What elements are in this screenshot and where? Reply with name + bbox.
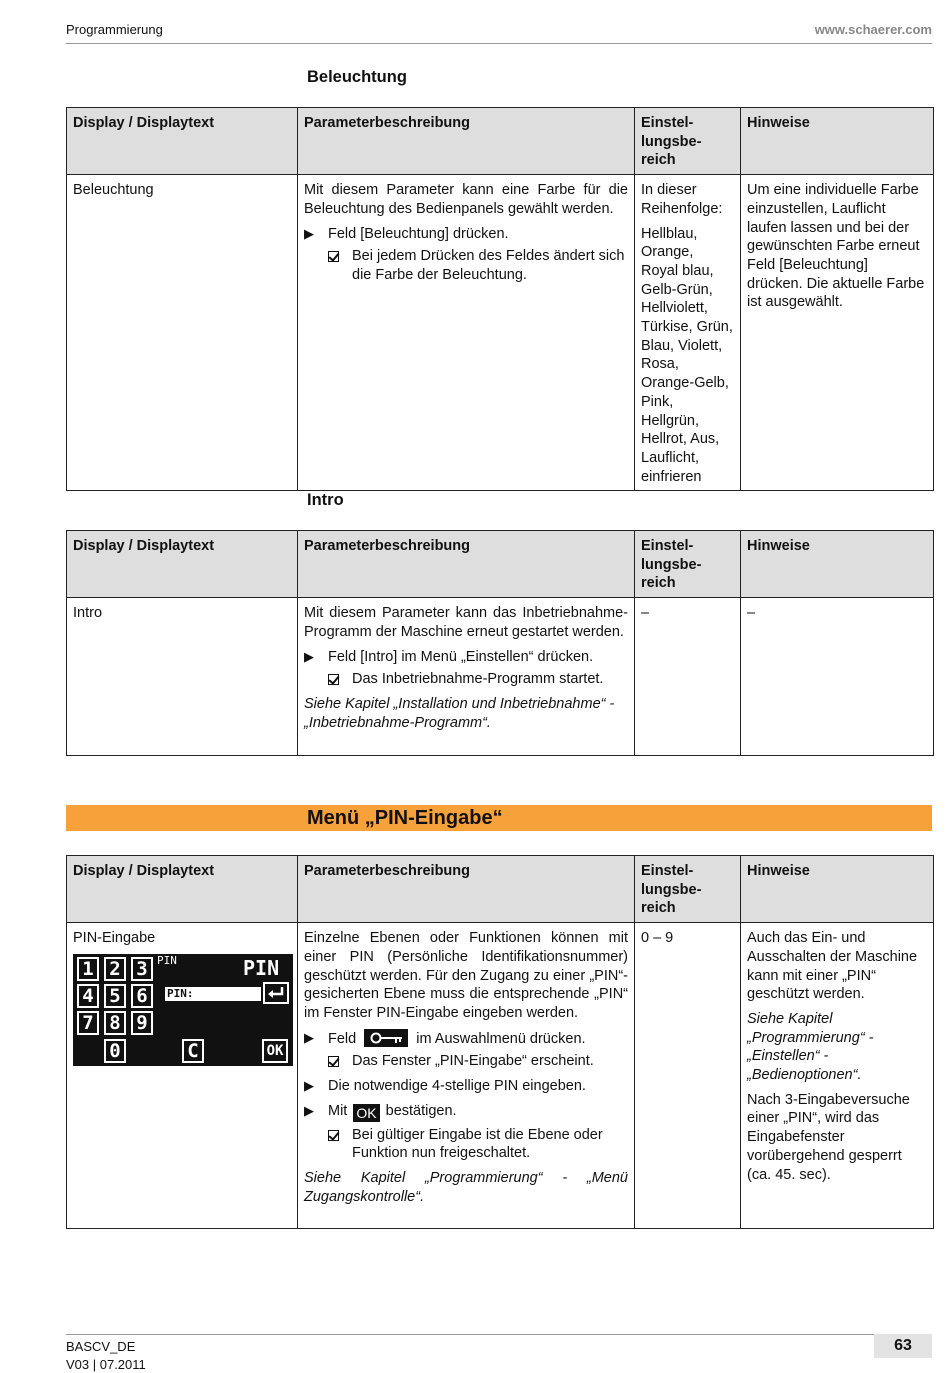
pin-keypad-screenshot xyxy=(73,954,293,1066)
keypad-title: PIN xyxy=(243,955,280,980)
arrow-right-icon: ▶ xyxy=(304,1102,314,1118)
keypad-key-8: 8 xyxy=(104,1011,126,1035)
running-header-section: Programmierung xyxy=(66,22,163,37)
arrow-right-icon: ▶ xyxy=(304,1029,314,1045)
col-header-display: Display / Displaytext xyxy=(67,856,298,923)
chapter-reference: Siehe Kapitel „Installation und Inbetriebnahme“ - „Inbetriebnahme-Programm“. xyxy=(304,695,615,731)
col-header-description: Parameterbeschreibung xyxy=(298,856,635,923)
checked-box-icon xyxy=(328,1056,339,1067)
footer-divider xyxy=(66,1334,932,1335)
description-text: Einzelne Ebenen oder Funktionen können mit einer PIN (Persönliche Identifikationsnummer) geschützt werden. Für den Zugang zu einer „PIN“-gesicherten Ebene muss die entsprechende „PIN“ im Fenster PIN-Eingabe eingeben werden. xyxy=(304,930,628,1021)
keypad-pin-field: PIN: xyxy=(165,987,261,1001)
range-intro: In dieser Reihenfolge: xyxy=(641,182,723,217)
col-header-hints: Hinweise xyxy=(741,856,934,923)
table-row xyxy=(67,598,934,756)
display-cell: Beleuchtung xyxy=(67,175,298,491)
keypad-key-clear: C xyxy=(182,1039,204,1063)
table-header-row xyxy=(67,856,934,923)
keypad-key-4: 4 xyxy=(77,984,99,1008)
result-step xyxy=(304,247,628,284)
menu-heading-title: Menü „PIN-Eingabe“ xyxy=(307,807,503,829)
keypad-key-ok: OK xyxy=(262,1039,288,1063)
step-text: Die notwendige 4-stellige PIN eingeben. xyxy=(328,1078,586,1095)
action-step: ▶ Mit OK bestätigen. xyxy=(304,1102,457,1121)
result-text: Bei jedem Drücken des Feldes ändert sich die Farbe der Beleuchtung. xyxy=(352,248,625,283)
footer-document-id: BASCV_DE xyxy=(66,1339,136,1354)
hint-reference: Siehe Kapitel „Programmierung“ - „Einstellen“ - „Bedienoptionen“. xyxy=(747,1010,874,1084)
col-header-description: Parameterbeschreibung xyxy=(298,531,635,598)
description-cell xyxy=(298,923,635,1229)
result-text: Das Fenster „PIN-Eingabe“ erscheint. xyxy=(352,1053,594,1070)
chapter-reference: Siehe Kapitel „Programmierung“ - „Menü Zugangskontrolle“. xyxy=(304,1170,628,1205)
range-cell xyxy=(635,175,741,491)
description-text: Mit diesem Parameter kann eine Farbe für die Beleuchtung des Bedienpanels gewählt werden. xyxy=(304,182,628,217)
col-header-range: Einstel- lungsbe- reich xyxy=(635,108,741,175)
keypad-key-5: 5 xyxy=(104,984,126,1008)
result-text: Das Inbetriebnahme-Programm startet. xyxy=(352,671,604,688)
description-cell xyxy=(298,598,635,756)
table-beleuchtung xyxy=(66,107,934,491)
description-text: Mit diesem Parameter kann das Inbetriebnahme-Programm der Maschine erneut gestartet werden. xyxy=(304,605,628,640)
hints-cell: Um eine individuelle Farbe einzustellen, Lauflicht laufen lassen und bei der gewünschten Farbe erneut Feld [Beleuchtung] drücken. Die aktuelle Farbe ist ausgewählt. xyxy=(741,175,934,491)
display-label: PIN-Eingabe xyxy=(73,930,156,947)
table-pin-eingabe xyxy=(66,855,934,1229)
hint-text: Nach 3-Eingabeversuche einer „PIN“, wird das Eingabefenster vorübergehend gesperrt (ca. 45. sec). xyxy=(747,1091,910,1183)
table-header-row xyxy=(67,531,934,598)
col-header-display: Display / Displaytext xyxy=(67,108,298,175)
col-header-range: Einstel- lungsbe- reich xyxy=(635,531,741,598)
result-step xyxy=(304,1126,628,1163)
display-cell: Intro xyxy=(67,598,298,756)
keypad-key-2: 2 xyxy=(104,957,126,981)
result-step xyxy=(304,1052,628,1071)
step-text: Feld [Intro] im Menü „Einstellen“ drücken. xyxy=(328,648,594,665)
arrow-right-icon: ▶ xyxy=(304,648,314,664)
page-number: 63 xyxy=(874,1334,932,1358)
checked-box-icon xyxy=(328,674,339,685)
description-cell xyxy=(298,175,635,491)
keypad-key-0: 0 xyxy=(104,1039,126,1063)
keypad-key-9: 9 xyxy=(131,1011,153,1035)
arrow-right-icon: ▶ xyxy=(304,225,314,241)
menu-heading-bar xyxy=(66,805,932,831)
col-header-range: Einstel- lungsbe- reich xyxy=(635,856,741,923)
keypad-small-label: PIN xyxy=(157,953,177,967)
header-divider xyxy=(66,43,932,44)
action-step xyxy=(304,225,628,244)
hint-text: Auch das Ein- und Ausschalten der Maschine kann mit einer „PIN“ geschützt werden. xyxy=(747,930,918,1003)
step-text: Feld [Beleuchtung] drücken. xyxy=(328,225,509,242)
result-step xyxy=(304,670,628,689)
action-step xyxy=(304,1077,628,1096)
range-cell: 0 – 9 xyxy=(635,923,741,1229)
key-icon xyxy=(364,1029,408,1047)
table-row xyxy=(67,923,934,1229)
range-values: Hellblau, Orange, Royal blau, Gelb-Grün, Hellviolett, Türkise, Grün, Blau, Violett, Rosa, Orange-Gelb, Pink, Hellgrün, Hellrot, Aus, Lauflicht, einfrieren xyxy=(641,225,733,485)
enter-icon xyxy=(263,982,289,1004)
col-header-hints: Hinweise xyxy=(741,108,934,175)
keypad-key-6: 6 xyxy=(131,984,153,1008)
keypad-key-1: 1 xyxy=(77,957,99,981)
range-cell: – xyxy=(635,598,741,756)
display-cell xyxy=(67,923,298,1229)
keypad-key-3: 3 xyxy=(131,957,153,981)
col-header-display: Display / Displaytext xyxy=(67,531,298,598)
action-step xyxy=(304,648,628,667)
keypad-key-7: 7 xyxy=(77,1011,99,1035)
ok-key-chip: OK xyxy=(353,1104,379,1122)
checked-box-icon xyxy=(328,251,339,262)
result-text: Bei gültiger Eingabe ist die Ebene oder Funktion nun freigeschaltet. xyxy=(352,1126,603,1162)
checked-box-icon xyxy=(328,1130,339,1141)
running-header-url: www.schaerer.com xyxy=(814,22,932,37)
footer-version: V03 | 07.2011 xyxy=(66,1357,146,1372)
section-title-beleuchtung: Beleuchtung xyxy=(307,68,407,86)
hints-cell xyxy=(741,923,934,1229)
col-header-hints: Hinweise xyxy=(741,531,934,598)
hints-cell: – xyxy=(741,598,934,756)
arrow-right-icon: ▶ xyxy=(304,1078,314,1094)
table-intro xyxy=(66,530,934,756)
table-header-row xyxy=(67,108,934,175)
col-header-description: Parameterbeschreibung xyxy=(298,108,635,175)
section-title-intro: Intro xyxy=(307,491,344,509)
action-step: ▶ Feld im Auswahlmenü drücken. xyxy=(304,1029,586,1047)
table-row xyxy=(67,175,934,491)
